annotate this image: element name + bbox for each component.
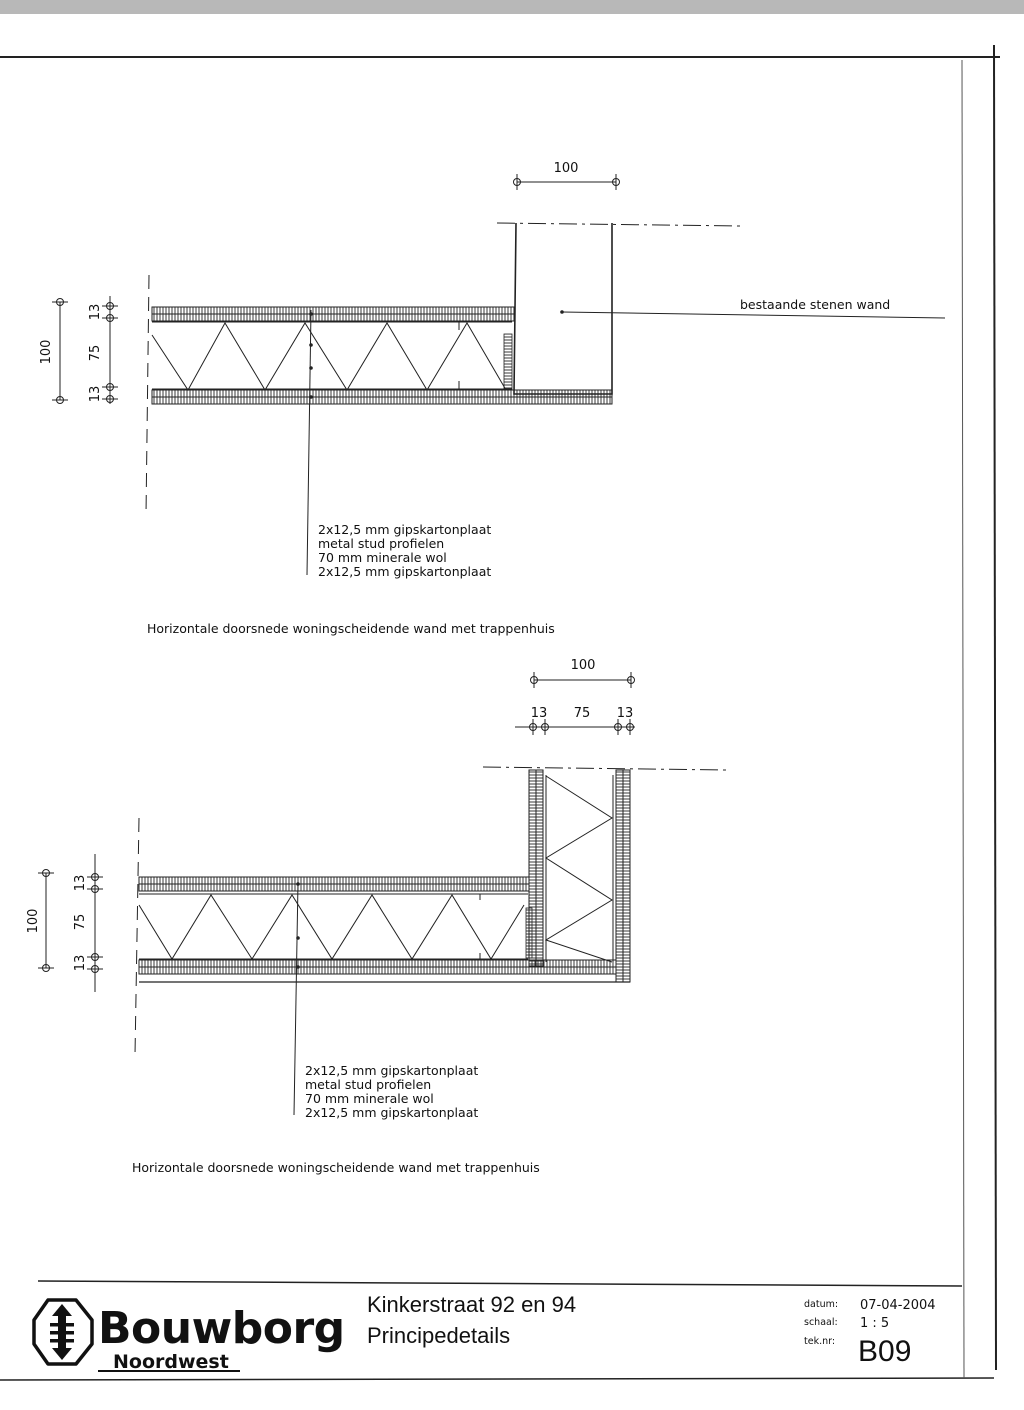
layer-note-3: 70 mm minerale wol (318, 550, 447, 565)
mineral-wool-zigzag-b (139, 895, 524, 959)
layer-note-4: 2x12,5 mm gipskartonplaat (318, 564, 492, 579)
stair-wall-mineral-wool (546, 776, 612, 962)
detail-top (39, 161, 945, 636)
date-value: 07-04-2004 (860, 1298, 936, 1313)
dim-13-a: 13 (530, 706, 548, 721)
caption-bottom: Horizontale doorsnede woningscheidende wand met trappenhuis (132, 1160, 540, 1175)
dim-100-left-b: 100 (26, 908, 41, 934)
plasterboard-top-1 (152, 307, 514, 314)
drawing-number-label: tek.nr: (804, 1336, 836, 1347)
scale-label: schaal: (804, 1317, 838, 1328)
dim-100-top-b: 100 (570, 658, 596, 673)
dim-13-bottom-b: 13 (73, 954, 88, 972)
scan-top-edge (0, 0, 1024, 14)
layer-note-4-b: 2x12,5 mm gipskartonplaat (305, 1105, 479, 1120)
dim-100-top: 100 (553, 161, 579, 176)
dim-13-top: 13 (88, 303, 103, 321)
drawing-subject: Principedetails (367, 1323, 511, 1348)
label-existing-wall: bestaande stenen wand (740, 297, 891, 312)
layer-note-1: 2x12,5 mm gipskartonplaat (318, 522, 492, 537)
layer-note-1-b: 2x12,5 mm gipskartonplaat (305, 1063, 479, 1078)
dim-100-left: 100 (39, 339, 54, 365)
bouwborg-logo-icon (34, 1300, 92, 1364)
layer-note-3-b: 70 mm minerale wol (305, 1091, 434, 1106)
caption-top: Horizontale doorsnede woningscheidende wand met trappenhuis (147, 621, 555, 636)
company-division: Noordwest (113, 1351, 229, 1373)
frame-inner-right (962, 60, 964, 1378)
title-block (34, 1281, 962, 1373)
dim-13-b: 13 (616, 706, 634, 721)
plasterboard-bottom-1-b (139, 960, 616, 967)
plasterboard-top-2 (152, 314, 514, 321)
scale-value: 1 : 5 (860, 1316, 890, 1331)
detail-bottom (26, 658, 727, 1175)
stair-wall-board-3 (616, 770, 623, 982)
layer-note-2-b: metal stud profielen (305, 1077, 432, 1092)
stair-wall-board-2 (536, 770, 543, 966)
layer-note-2: metal stud profielen (318, 536, 445, 551)
dim-75-top: 75 (573, 706, 591, 721)
date-label: datum: (804, 1299, 839, 1310)
project-name: Kinkerstraat 92 en 94 (367, 1292, 577, 1317)
plasterboard-bottom-1 (152, 390, 612, 397)
company-name: Bouwborg (98, 1303, 345, 1354)
frame-bottom (0, 1378, 994, 1380)
dim-75: 75 (88, 344, 103, 362)
stair-wall-board-4 (623, 770, 630, 982)
dim-13-top-b: 13 (73, 874, 88, 892)
frame-right (994, 45, 996, 1370)
plasterboard-top-2-b (139, 884, 529, 891)
drawing-number: B09 (858, 1335, 912, 1368)
plasterboard-bottom-2 (152, 397, 612, 404)
mineral-wool-zigzag (152, 323, 506, 390)
plasterboard-top-1-b (139, 877, 529, 884)
plasterboard-bottom-2-b (139, 967, 616, 974)
existing-stone-wall (514, 223, 612, 394)
dim-13-bottom: 13 (88, 385, 103, 403)
dim-75-b: 75 (73, 913, 88, 931)
